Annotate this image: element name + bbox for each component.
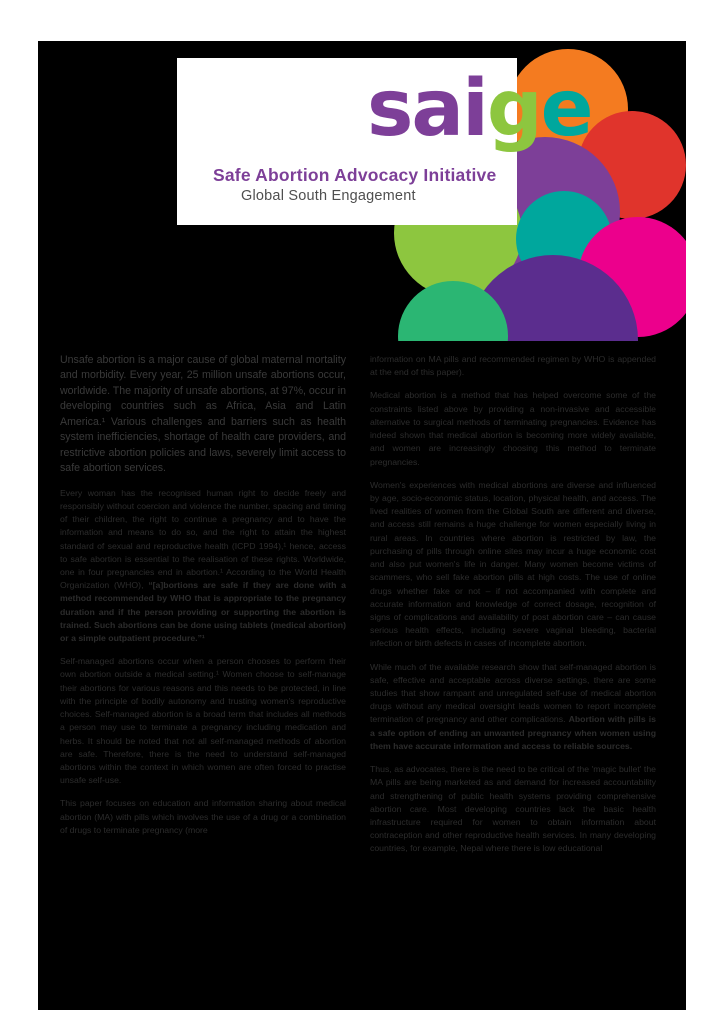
wordmark-sa: sa — [367, 64, 463, 154]
paragraph-advocacy: Thus, as advocates, there is the need to be critical of the 'magic bullet' the MA pills are being marketed as and demand for increased accountability and strengthening of public health systems providing comprehensive abortion care. Most developing countries lack the basic health infrastructure required for women to obtain information about contraception and other reproductive health services. In many developing countries, for example, Nepal where there is low educational — [370, 764, 656, 854]
document-body — [38, 353, 686, 1010]
logo-panel — [177, 58, 592, 225]
paragraph-intro: Unsafe abortion is a major cause of global maternal mortality and morbidity. Every year, 25 million unsafe abortions occur, worldwide. The majority of unsafe abortions, at 97%, occur in developing countries such as Africa, Asia and Latin America.¹ Various challenges and barriers such as health system inefficiencies, shortage of health care providers, and restrictive abortion policies and laws, severely limit access to safe abortion services. — [60, 354, 346, 475]
paragraph-self-managed: Self-managed abortions occur when a person chooses to perform their own abortion outside a medical setting.¹ Women choose to self-manage their abortions for various reasons and this needs to be protected, in line with the principle of bodily autonomy and trusting women's reproductive choices. Self-managed abortion is a broad term that includes all methods a person may use to terminate a pregnancy including medication and herbs. It should be noted that not all self-managed methods of abortion are safe. Therefore, there is the need to understand self-managed abortions within the context in which women are often forced to practise unsafe self-use. — [60, 656, 346, 786]
wordmark-g: g — [486, 64, 541, 154]
paragraph-medical-abortion: Medical abortion is a method that has helped overcome some of the constraints listed above by providing a non-invasive and accessible alternative to surgical methods of terminating pregnancies. Evidence has indeed shown that medical abortion is becoming more widely available, and women are increasingly choosing this method to terminate pregnancies. — [370, 390, 656, 467]
paragraph-rights-text: Every woman has the recognised human right to decide freely and responsibly without coercion and violence the number, spacing and timing of their children, the right to continue a pregnancy and to have the information and means to do so, and the right to attain the highest standard of sexual and reproductive health (ICPD 1994),¹ hence, access to safe abortion is essential to the realisation of these rights. Worldwide, one in four pregnancies end in abortion.¹ According to the World Health Organization (WHO), — [60, 487, 346, 591]
right-column — [370, 353, 656, 1010]
paragraph-scope: This paper focuses on education and information sharing about medical abortion (MA) with pills which involves the use of a drug or a combination of drugs to terminate pregnancy (more — [60, 798, 346, 835]
left-column — [60, 353, 346, 1010]
document-header — [38, 41, 686, 341]
paragraph-rights — [60, 487, 346, 646]
tagline-primary: Safe Abortion Advocacy Initiative — [213, 165, 497, 185]
document-sheet — [38, 41, 686, 1010]
wordmark-i: i — [462, 64, 487, 154]
bold-statement: Abortion with pills is a safe option of ending an unwanted pregnancy when women using them have accurate information and access to reliable sources. — [370, 714, 656, 751]
paragraph-research-text: While much of the available research show that self-managed abortion is safe, effective and acceptable across diverse settings, there are some studies that show rampant and unregulated self-use of medical abortion drugs without any medical oversight leads women to report incomplete termination of pregnancy and other complications. — [370, 661, 656, 725]
paragraph-experiences: Women's experiences with medical abortions are diverse and influenced by age, socio-economic status, location, physical health, and access. The lived realities of women from the Global South are different and diverse, and access still remains a huge challenge for women especially living in rural areas. In countries where abortion is restricted by law, the purchasing of pills through online sites may incur a huge economic cost and also put women's life in danger. Many women become victims of scammers, who sell fake abortion pills at high costs. The use of online drugs whether fake or not – if not accompanied with complete and accurate information and knowledge of correct dosage, recognition of signs of complications and availability of post abortion care – can cause serious health effects, including severe vaginal bleeding, bacterial infection or birth defects in cases of incomplete abortion. — [370, 479, 656, 649]
paragraph-research — [370, 661, 656, 754]
wordmark-e: e — [540, 64, 592, 154]
brand-wordmark — [367, 64, 592, 154]
who-quote: “[a]bortions are safe if they are done with a method recommended by WHO that is appropriate to the pregnancy duration and if the person providing or supporting the abortion is trained. Such abortions can be done using tablets (medical abortion) or a simple outpatient procedure.”¹ — [60, 580, 347, 644]
paragraph-appendix-note: information on MA pills and recommended regimen by WHO is appended at the end of this paper). — [370, 354, 656, 378]
tagline-secondary: Global South Engagement — [241, 188, 416, 204]
